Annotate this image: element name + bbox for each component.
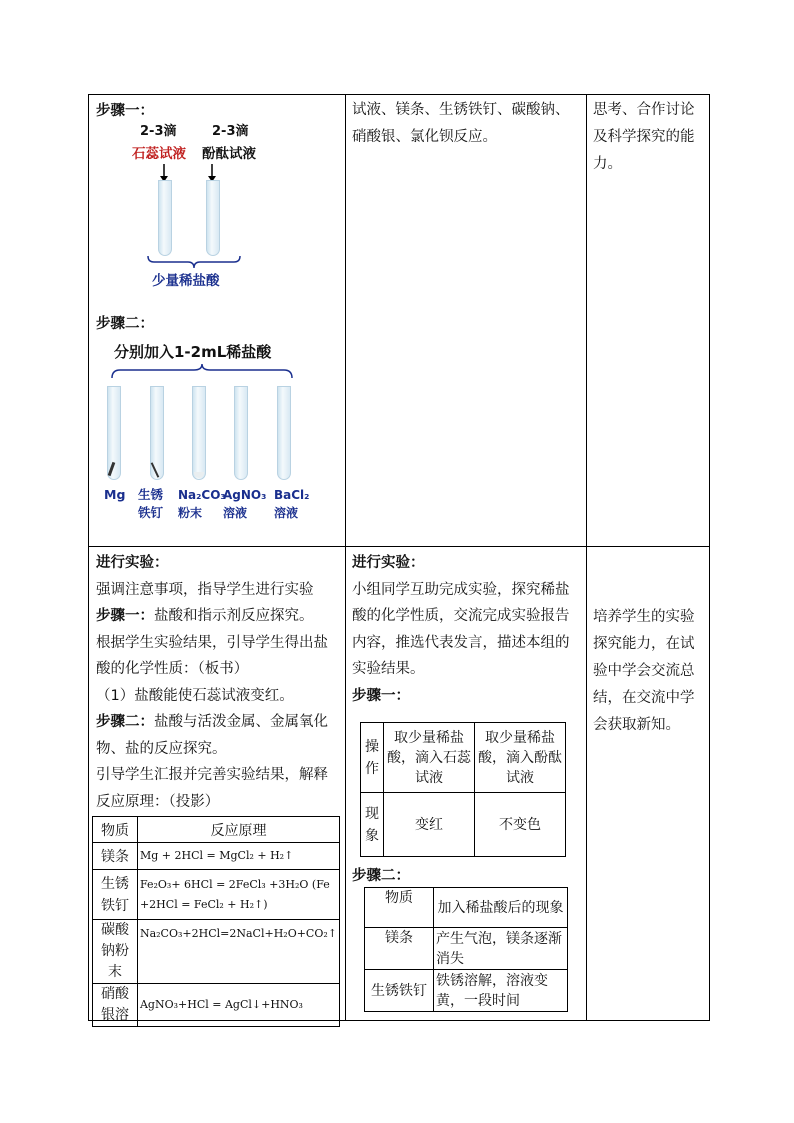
table-cell: 镁条 [93, 843, 138, 870]
table-header: 加入稀盐酸后的现象 [434, 888, 568, 928]
table-row [361, 793, 566, 857]
table-row [365, 928, 568, 970]
table-cell: 硝酸银溶 [93, 984, 138, 1027]
step-label: 步骤二： [96, 714, 154, 730]
step1-line [96, 603, 340, 630]
bracket-step1 [144, 254, 244, 270]
section-heading: 进行实验： [96, 555, 169, 571]
tube-label-line1: Na₂CO₃ [178, 488, 226, 502]
table-header: 物质 [365, 888, 434, 928]
table-cell: 碳酸钠粉末 [93, 920, 138, 984]
test-tube-agno3 [234, 386, 248, 480]
step-text: 盐酸与活泼金属、金属氧化物、盐的反应探究。 [96, 714, 328, 757]
test-tube-bacl2 [277, 386, 291, 480]
table-cell: AgNO₃+HCl = AgCl↓+HNO₃ [137, 984, 339, 1027]
dilute-hcl-label: 少量稀盐酸 [152, 273, 220, 289]
table-cell: 不变色 [475, 793, 566, 857]
tube-label-line1: BaCl₂ [274, 488, 310, 502]
table-border-left [88, 94, 89, 1021]
phenolphthalein-label: 酚酞试液 [202, 146, 256, 162]
table-row [93, 984, 340, 1027]
table-row [93, 843, 340, 870]
table-row [361, 723, 566, 793]
teacher-activity [96, 550, 340, 815]
tube-label-line2: 铁钉 [138, 505, 164, 520]
table-cell: 操作 [361, 723, 384, 793]
table-cell: 取少量稀盐酸，滴入石蕊试液 [384, 723, 475, 793]
step1-title: 步骤一： [96, 103, 154, 119]
tube-label-mg [104, 486, 125, 504]
step-text: 盐酸和指示剂反应探究。 [154, 608, 314, 624]
lesson-plan-table [88, 94, 710, 1022]
step-label: 步骤一： [352, 687, 410, 704]
table-cell: Mg + 2HCl = MgCl₂ + H₂↑ [137, 843, 339, 870]
table-row [93, 920, 340, 984]
table-border-top [88, 94, 710, 95]
tube-label-line2: 溶液 [274, 506, 299, 520]
indicator-table [360, 722, 566, 857]
litmus-label: 石蕊试液 [132, 146, 186, 162]
table-cell: 变红 [384, 793, 475, 857]
paragraph: 小组同学互助完成实验，探究稀盐酸的化学性质，交流完成实验报告内容，推选代表发言，描述本组的实验结果。 [352, 581, 570, 677]
tube-label-line2: 粉末 [178, 506, 203, 520]
row-divider [88, 546, 710, 547]
test-tube-litmus [158, 180, 172, 256]
tube-label-bacl2 [274, 486, 309, 522]
table-cell: 镁条 [365, 928, 434, 970]
column-divider-1 [345, 94, 346, 1021]
table-header: 反应原理 [137, 817, 339, 843]
table-cell: 产生气泡，镁条逐渐消失 [434, 928, 568, 970]
tube-label-agno3 [223, 486, 266, 522]
student-activity [352, 550, 582, 709]
column-divider-2 [586, 94, 587, 1021]
table-cell: Na₂CO₃+2HCl=2NaCl+H₂O+CO₂↑ [137, 920, 339, 984]
table-border-right [709, 94, 710, 1021]
goal-text-2: 培养学生的实验探究能力，在试验中学会交流总结，在交流中学会获取新知。 [593, 609, 695, 733]
test-tube-na2co3 [192, 386, 206, 480]
step2-header: 分别加入1-2mL稀盐酸 [114, 343, 272, 361]
table-cell: 取少量稀盐酸，滴入酚酞试液 [475, 723, 566, 793]
step2-title: 步骤二： [96, 316, 154, 332]
step2-line [96, 709, 340, 762]
table-row [365, 888, 568, 928]
table-cell: Fe₂O₃+ 6HCl = 2FeCl₃ +3H₂O (Fe +2HCl = FeCl₂ + H₂↑) [137, 870, 339, 920]
tube-label-line1: Mg [104, 487, 126, 502]
tube-label-line1: AgNO₃ [223, 488, 267, 502]
paragraph: 强调注意事项，指导学生进行实验 [96, 581, 314, 598]
tube-label-rusty-nail [138, 486, 163, 522]
table-cell: 生锈铁钉 [93, 870, 138, 920]
step-label: 步骤一： [96, 608, 154, 624]
materials-text: 试液、镁条、生锈铁钉、碳酸钠、硝酸银、氯化钡反应。 [352, 102, 570, 145]
reaction-table [92, 816, 340, 1027]
table-cell: 现象 [361, 793, 384, 857]
table-row [365, 970, 568, 1012]
paragraph: 引导学生汇报并完善实验结果，解释反应原理：（投影） [96, 767, 328, 810]
table-cell: 铁锈溶解，溶液变黄，一段时间 [434, 970, 568, 1012]
paragraph: 根据学生实验结果，引导学生得出盐酸的化学性质：（板书） [96, 634, 328, 677]
tube-label-na2co3 [178, 486, 226, 522]
drop-label-right: 2-3滴 [212, 124, 249, 139]
paragraph: （1）盐酸能使石蕊试液变红。 [96, 687, 294, 704]
tube-label-line1: 生锈 [138, 487, 164, 502]
tube-label-line2: 溶液 [223, 506, 248, 520]
metal-reaction-table [364, 887, 568, 1012]
test-tube-phenolphthalein [206, 180, 220, 256]
table-header: 物质 [93, 817, 138, 843]
step2-label-col2: 步骤二： [352, 868, 410, 884]
section-heading: 进行实验： [352, 555, 425, 571]
table-row [93, 870, 340, 920]
bracket-step2 [108, 362, 298, 382]
table-cell: 生锈铁钉 [365, 970, 434, 1012]
goal-text-1: 思考、合作讨论及科学探究的能力。 [593, 102, 695, 172]
drop-label-left: 2-3滴 [140, 124, 177, 139]
